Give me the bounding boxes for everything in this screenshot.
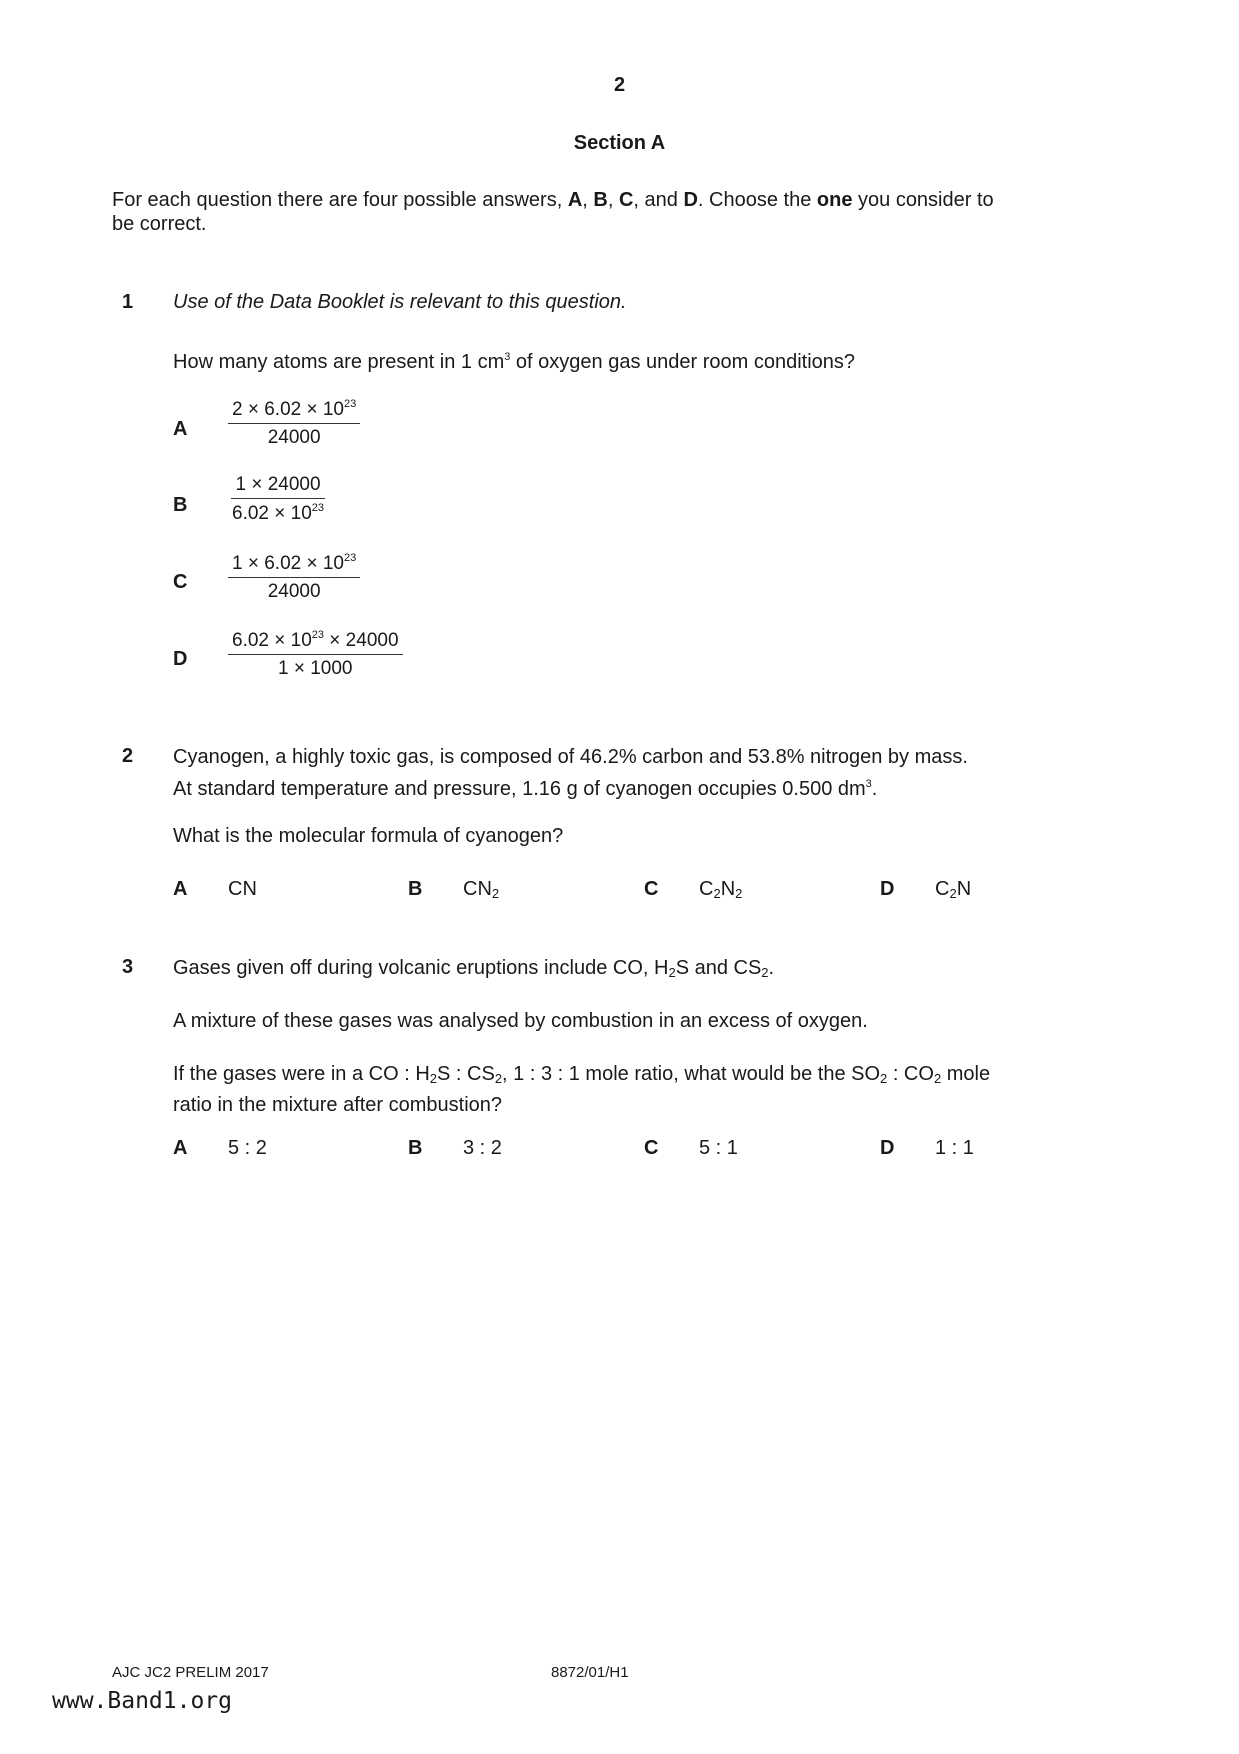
option-c-text[interactable]: 5 : 1 bbox=[699, 1137, 738, 1159]
formula-part: C bbox=[935, 878, 950, 900]
question-prompt bbox=[173, 1061, 990, 1119]
numerator bbox=[228, 398, 360, 424]
exponent: 23 bbox=[344, 398, 357, 410]
footer-paper-code: 8872/01/H1 bbox=[551, 1664, 629, 1681]
stem-text: mole bbox=[941, 1063, 991, 1085]
subscript: 2 bbox=[668, 965, 676, 980]
option-letter-d: D bbox=[683, 189, 698, 211]
question-prompt: What is the molecular formula of cyanogen? bbox=[173, 825, 564, 847]
superscript: 3 bbox=[504, 351, 511, 363]
formula-part: CN bbox=[463, 878, 492, 900]
option-letter-a: A bbox=[567, 189, 583, 211]
numerator-text: 6.02 × 10 bbox=[232, 630, 312, 651]
question-stem-line1 bbox=[173, 955, 774, 986]
stem-text: Gases given off during volcanic eruptions include CO, H bbox=[173, 957, 669, 979]
option-b-text[interactable]: 3 : 2 bbox=[463, 1137, 502, 1159]
option-a-fraction[interactable] bbox=[228, 398, 360, 449]
instructions-text: For each question there are four possible answers, bbox=[112, 189, 568, 211]
option-b-label[interactable]: B bbox=[173, 494, 188, 516]
option-d-text[interactable]: 1 : 1 bbox=[935, 1137, 974, 1159]
numerator-text: 2 × 6.02 × 10 bbox=[232, 399, 344, 420]
question-number: 2 bbox=[122, 745, 134, 767]
option-a-label[interactable]: A bbox=[173, 1137, 188, 1159]
option-b-fraction[interactable] bbox=[228, 474, 328, 525]
instructions-text: you consider to bbox=[852, 189, 994, 211]
denominator bbox=[264, 578, 325, 603]
option-d-label[interactable]: D bbox=[880, 1137, 895, 1159]
emphasis-one: one bbox=[816, 189, 853, 211]
stem-text: ratio in the mixture after combustion? bbox=[173, 1094, 503, 1116]
option-a-label[interactable]: A bbox=[173, 418, 188, 440]
instructions-text: . Choose the bbox=[697, 189, 817, 211]
option-d-text[interactable] bbox=[935, 878, 971, 901]
option-d-label[interactable]: D bbox=[173, 648, 188, 670]
option-c-fraction[interactable] bbox=[228, 552, 360, 603]
question-number: 1 bbox=[122, 291, 134, 313]
section-title: Section A bbox=[573, 132, 666, 154]
instructions bbox=[112, 188, 1142, 236]
stem-text: of oxygen gas under room conditions? bbox=[510, 351, 856, 373]
stem-text: : CO bbox=[887, 1063, 934, 1085]
option-b-label[interactable]: B bbox=[408, 1137, 423, 1159]
subscript: 2 bbox=[880, 1071, 888, 1086]
stem-text: , 1 : 3 : 1 mole ratio, what would be the SO bbox=[502, 1063, 881, 1085]
question-stem-line2: A mixture of these gases was analysed by combustion in an excess of oxygen. bbox=[173, 1010, 868, 1032]
instructions-line2: be correct. bbox=[112, 213, 207, 235]
option-b-label[interactable]: B bbox=[408, 878, 423, 900]
watermark: www.Band1.org bbox=[52, 1688, 233, 1714]
stem-text: S : CS bbox=[437, 1063, 495, 1085]
formula-part: N bbox=[956, 878, 972, 900]
numerator-text: 1 × 24000 bbox=[235, 474, 321, 495]
exponent: 23 bbox=[344, 552, 357, 564]
numerator-text: 1 × 6.02 × 10 bbox=[232, 553, 344, 574]
separator: , and bbox=[633, 189, 684, 211]
option-c-text[interactable] bbox=[699, 878, 742, 901]
denominator-text: 24000 bbox=[267, 427, 321, 448]
subscript: 2 bbox=[429, 1071, 438, 1086]
denominator bbox=[264, 424, 325, 449]
denominator-text: 6.02 × 10 bbox=[232, 503, 312, 524]
option-c-label[interactable]: C bbox=[173, 571, 188, 593]
option-d-label[interactable]: D bbox=[880, 878, 895, 900]
separator: , bbox=[582, 189, 594, 211]
option-d-fraction[interactable] bbox=[228, 629, 403, 680]
question-stem bbox=[173, 744, 968, 803]
exponent: 23 bbox=[311, 502, 325, 514]
numerator bbox=[231, 474, 324, 499]
question-number: 3 bbox=[122, 956, 134, 978]
superscript: 3 bbox=[865, 778, 872, 790]
subscript: 2 bbox=[761, 965, 769, 980]
option-a-text[interactable]: 5 : 2 bbox=[228, 1137, 267, 1159]
stem-text: S and CS bbox=[675, 957, 762, 979]
subscript: 2 bbox=[713, 886, 721, 901]
page-number: 2 bbox=[613, 74, 626, 96]
subscript: 2 bbox=[949, 886, 957, 901]
stem-text: Cyanogen, a highly toxic gas, is composed of 46.2% carbon and 53.8% nitrogen by mass. bbox=[173, 746, 968, 768]
numerator bbox=[228, 552, 360, 578]
separator: , bbox=[607, 189, 619, 211]
formula-part: CN bbox=[228, 878, 257, 900]
option-a-text[interactable] bbox=[228, 878, 257, 901]
option-a-label[interactable]: A bbox=[173, 878, 188, 900]
footer-exam-name: AJC JC2 PRELIM 2017 bbox=[112, 1664, 269, 1681]
subscript: 2 bbox=[494, 1071, 503, 1086]
subscript: 2 bbox=[933, 1071, 942, 1086]
formula-part: N bbox=[720, 878, 736, 900]
denominator-text: 1 × 1000 bbox=[278, 658, 353, 679]
option-c-label[interactable]: C bbox=[644, 1137, 659, 1159]
numerator bbox=[228, 629, 403, 655]
subscript: 2 bbox=[735, 886, 743, 901]
option-letter-b: B bbox=[593, 189, 608, 211]
denominator bbox=[228, 499, 328, 525]
stem-text: How many atoms are present in 1 cm bbox=[173, 351, 505, 373]
option-letter-c: C bbox=[618, 189, 634, 211]
numerator-text: × 24000 bbox=[324, 630, 399, 651]
formula-part: C bbox=[699, 878, 714, 900]
stem-text: . bbox=[768, 957, 775, 979]
question-stem bbox=[173, 344, 855, 376]
option-b-text[interactable] bbox=[463, 878, 499, 901]
stem-text: If the gases were in a CO : H bbox=[173, 1063, 430, 1085]
option-c-label[interactable]: C bbox=[644, 878, 659, 900]
denominator bbox=[274, 655, 357, 680]
stem-text: At standard temperature and pressure, 1.16 g of cyanogen occupies 0.500 dm bbox=[173, 778, 866, 800]
subscript: 2 bbox=[491, 886, 500, 901]
stem-text: . bbox=[871, 778, 878, 800]
question-note: Use of the Data Booklet is relevant to this question. bbox=[173, 291, 627, 313]
exponent: 23 bbox=[311, 629, 325, 641]
denominator-text: 24000 bbox=[267, 581, 321, 602]
